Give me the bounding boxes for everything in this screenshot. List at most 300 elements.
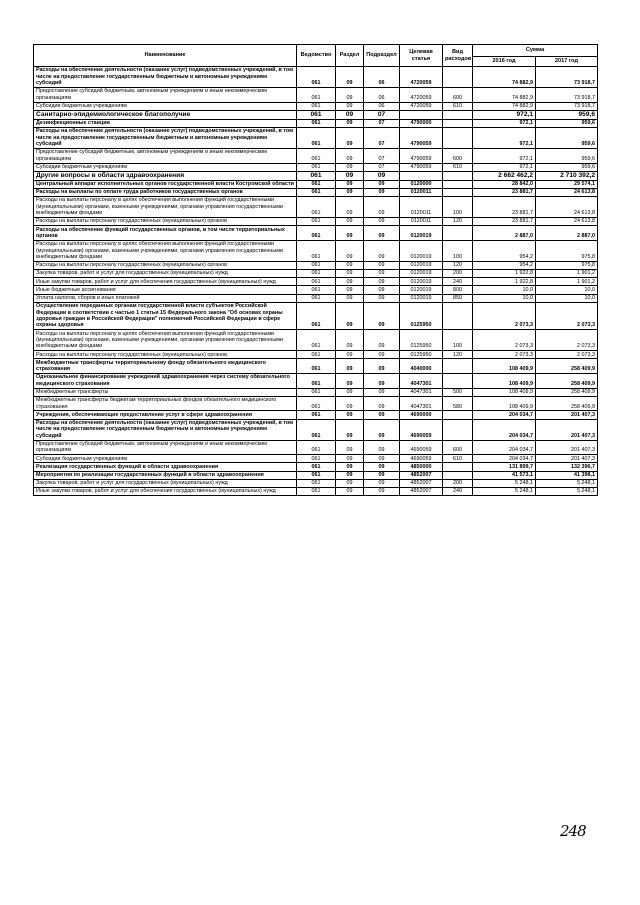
- cell-subsection: 09: [364, 270, 400, 278]
- cell-subsection: 09: [364, 171, 400, 180]
- cell-dept: 061: [297, 278, 336, 286]
- cell-section: 09: [336, 110, 364, 119]
- cell-expense-type: 120: [443, 218, 473, 226]
- cell-expense-type: 800: [443, 286, 473, 294]
- table-row: [34, 396, 598, 411]
- cell-section: 09: [336, 374, 364, 389]
- cell-2017: 24 613,8: [536, 197, 598, 218]
- cell-name: Расходы на выплаты персоналу государственных (муниципальных) органов: [34, 218, 297, 226]
- cell-name: Санитарно-эпидемиологическое благополучие: [34, 110, 297, 119]
- cell-name: Расходы на выплаты персоналу государственных (муниципальных) органов: [34, 351, 297, 359]
- cell-subsection: 09: [364, 374, 400, 389]
- table-row: [34, 218, 598, 226]
- col-header-subsection: Подраздел: [364, 45, 400, 67]
- cell-2017: 2 710 392,2: [536, 171, 598, 180]
- cell-expense-type: 600: [443, 440, 473, 455]
- cell-article: 0120019: [400, 261, 443, 269]
- table-row: [34, 163, 598, 171]
- cell-dept: 061: [297, 67, 336, 88]
- cell-article: 4690000: [400, 411, 443, 419]
- cell-article: 0120019: [400, 294, 443, 302]
- cell-section: 09: [336, 180, 364, 188]
- cell-section: 09: [336, 455, 364, 463]
- cell-article: 0125950: [400, 302, 443, 329]
- cell-2017: 29 574,1: [536, 180, 598, 188]
- cell-dept: 061: [297, 180, 336, 188]
- cell-2017: 258 409,9: [536, 374, 598, 389]
- cell-section: 09: [336, 88, 364, 103]
- col-header-2016: 2016 год: [473, 57, 536, 67]
- cell-article: 4790059: [400, 127, 443, 148]
- cell-dept: 061: [297, 419, 336, 440]
- cell-section: 09: [336, 487, 364, 495]
- cell-section: 09: [336, 270, 364, 278]
- cell-2016: 2 887,0: [473, 226, 536, 241]
- table-row: [34, 440, 598, 455]
- table-row: [34, 171, 598, 180]
- table-row: [34, 286, 598, 294]
- cell-name: Предоставление субсидий бюджетным, автономным учреждениям и иным некоммерческим организациям: [34, 148, 297, 163]
- cell-subsection: 09: [364, 351, 400, 359]
- cell-subsection: 09: [364, 294, 400, 302]
- cell-subsection: 09: [364, 396, 400, 411]
- cell-section: 09: [336, 359, 364, 374]
- cell-subsection: 07: [364, 127, 400, 148]
- cell-dept: 061: [297, 163, 336, 171]
- cell-2017: 2 887,0: [536, 226, 598, 241]
- cell-subsection: 06: [364, 67, 400, 88]
- cell-dept: 061: [297, 374, 336, 389]
- cell-article: 4040000: [400, 359, 443, 374]
- cell-2016: 972,1: [473, 119, 536, 127]
- cell-subsection: 09: [364, 440, 400, 455]
- cell-dept: 061: [297, 479, 336, 487]
- cell-2017: 2 073,3: [536, 351, 598, 359]
- cell-subsection: 09: [364, 463, 400, 471]
- cell-name: Осуществление переданных органам государственной власти субъектов Российской Федерации в соответствии с частью 1 статьи 15 Федерального закона "Об основах охраны здоровья граждан в Российской Федерации" полномочий Российской Федерации в сфере охраны здоровья: [34, 302, 297, 329]
- cell-article: 4047301: [400, 374, 443, 389]
- cell-section: 09: [336, 218, 364, 226]
- cell-subsection: 09: [364, 302, 400, 329]
- table-row: [34, 197, 598, 218]
- table-row: [34, 479, 598, 487]
- cell-article: 0120000: [400, 180, 443, 188]
- cell-expense-type: 240: [443, 487, 473, 495]
- cell-subsection: 09: [364, 487, 400, 495]
- cell-2016: 74 882,9: [473, 102, 536, 110]
- cell-2016: 131 899,7: [473, 463, 536, 471]
- cell-dept: 061: [297, 286, 336, 294]
- table-row: [34, 110, 598, 119]
- cell-2016: 5 248,1: [473, 487, 536, 495]
- cell-section: 09: [336, 419, 364, 440]
- cell-2017: 959,6: [536, 148, 598, 163]
- cell-article: 4690059: [400, 440, 443, 455]
- cell-dept: 061: [297, 411, 336, 419]
- cell-name: Другие вопросы в области здравоохранения: [34, 171, 297, 180]
- cell-2017: 2 073,3: [536, 302, 598, 329]
- cell-section: 09: [336, 119, 364, 127]
- cell-2017: 10,0: [536, 294, 598, 302]
- cell-name: Центральный аппарат исполнительных органов государственной власти Костромской области: [34, 180, 297, 188]
- cell-name: Субсидии бюджетным учреждениям: [34, 455, 297, 463]
- cell-2017: 975,8: [536, 240, 598, 261]
- budget-sheet: [33, 44, 597, 496]
- cell-expense-type: [443, 359, 473, 374]
- table-row: [34, 294, 598, 302]
- col-header-2017: 2017 год: [536, 57, 598, 67]
- cell-article: 4850000: [400, 463, 443, 471]
- table-row: [34, 463, 598, 471]
- cell-expense-type: 500: [443, 388, 473, 396]
- cell-name: Расходы на выплаты персоналу в целях обеспечения выполнения функций государственными (муниципальными) органами, казенными учреждениями, органами управления государственными внебюджетными фондами: [34, 240, 297, 261]
- cell-expense-type: [443, 419, 473, 440]
- cell-dept: 061: [297, 171, 336, 180]
- cell-2016: 5 248,1: [473, 479, 536, 487]
- budget-table: [33, 44, 598, 496]
- table-row: [34, 226, 598, 241]
- cell-article: 0125950: [400, 330, 443, 351]
- cell-name: Мероприятия по реализации государственных функций в области здравоохранения: [34, 471, 297, 479]
- cell-2017: 258 409,9: [536, 396, 598, 411]
- cell-2016: 972,1: [473, 110, 536, 119]
- cell-article: 4852007: [400, 471, 443, 479]
- cell-name: Реализация государственных функций в области здравоохранения: [34, 463, 297, 471]
- cell-article: 4047301: [400, 388, 443, 396]
- cell-dept: 061: [297, 188, 336, 196]
- cell-name: Иные бюджетные ассигнования: [34, 286, 297, 294]
- cell-article: 0120011: [400, 188, 443, 196]
- page-number: 248: [560, 822, 586, 840]
- cell-2017: 24 613,8: [536, 218, 598, 226]
- cell-2017: 73 918,7: [536, 102, 598, 110]
- cell-section: 09: [336, 294, 364, 302]
- table-row: [34, 188, 598, 196]
- cell-article: 4047301: [400, 396, 443, 411]
- cell-dept: 061: [297, 330, 336, 351]
- cell-subsection: 07: [364, 163, 400, 171]
- cell-section: 09: [336, 440, 364, 455]
- cell-subsection: 07: [364, 119, 400, 127]
- cell-article: 0120019: [400, 286, 443, 294]
- cell-dept: 061: [297, 351, 336, 359]
- cell-name: Расходы на выплаты персоналу в целях обеспечения выполнения функций государственными (муниципальными) органами, казенными учреждениями, органами управления государственными внебюджетными фондами: [34, 330, 297, 351]
- cell-subsection: 09: [364, 479, 400, 487]
- cell-section: 09: [336, 163, 364, 171]
- cell-section: 09: [336, 330, 364, 351]
- cell-expense-type: 120: [443, 351, 473, 359]
- cell-article: 0120019: [400, 270, 443, 278]
- cell-section: 09: [336, 171, 364, 180]
- cell-section: 09: [336, 127, 364, 148]
- cell-section: 09: [336, 226, 364, 241]
- cell-dept: 061: [297, 148, 336, 163]
- cell-article: 4852007: [400, 479, 443, 487]
- cell-article: 4720059: [400, 67, 443, 88]
- cell-2016: 108 409,9: [473, 396, 536, 411]
- cell-dept: 061: [297, 226, 336, 241]
- cell-section: 09: [336, 197, 364, 218]
- table-row: [34, 302, 598, 329]
- cell-2017: 201 407,3: [536, 440, 598, 455]
- cell-name: Субсидии бюджетным учреждениям: [34, 163, 297, 171]
- cell-expense-type: 200: [443, 479, 473, 487]
- cell-subsection: 09: [364, 455, 400, 463]
- cell-expense-type: [443, 127, 473, 148]
- cell-2016: 74 882,9: [473, 88, 536, 103]
- table-row: [34, 278, 598, 286]
- cell-2016: 1 922,8: [473, 270, 536, 278]
- cell-expense-type: [443, 471, 473, 479]
- cell-name: Межбюджетные трансферты бюджетам территориальных фондов обязательного медицинского страхования: [34, 396, 297, 411]
- cell-section: 09: [336, 411, 364, 419]
- cell-2017: 10,0: [536, 286, 598, 294]
- cell-section: 09: [336, 479, 364, 487]
- cell-section: 09: [336, 302, 364, 329]
- cell-2017: 1 901,2: [536, 278, 598, 286]
- cell-expense-type: [443, 226, 473, 241]
- cell-name: Учреждения, обеспечивающие предоставление услуг в сфере здравоохранения: [34, 411, 297, 419]
- cell-expense-type: 580: [443, 396, 473, 411]
- table-row: [34, 261, 598, 269]
- cell-article: 4690059: [400, 419, 443, 440]
- col-header-sum: Сумма: [473, 45, 598, 57]
- cell-2017: 959,6: [536, 119, 598, 127]
- cell-dept: 061: [297, 294, 336, 302]
- col-header-name: Наименование: [34, 45, 297, 67]
- cell-name: Межбюджетные трансферты территориальному фонду обязательного медицинского страхования: [34, 359, 297, 374]
- cell-expense-type: [443, 463, 473, 471]
- table-row: [34, 127, 598, 148]
- cell-2016: 972,1: [473, 127, 536, 148]
- cell-article: 0120019: [400, 278, 443, 286]
- cell-2016: 23 881,7: [473, 218, 536, 226]
- cell-dept: 061: [297, 240, 336, 261]
- cell-2017: 5 248,1: [536, 479, 598, 487]
- table-row: [34, 180, 598, 188]
- cell-expense-type: 610: [443, 102, 473, 110]
- cell-expense-type: [443, 119, 473, 127]
- cell-article: 4790000: [400, 119, 443, 127]
- cell-expense-type: [443, 110, 473, 119]
- cell-2017: 201 407,3: [536, 411, 598, 419]
- cell-dept: 061: [297, 302, 336, 329]
- cell-section: 09: [336, 388, 364, 396]
- cell-section: 09: [336, 240, 364, 261]
- cell-name: Одноканальное финансирование учреждений здравоохранения через систему обязательного медицинского страхования: [34, 374, 297, 389]
- table-row: [34, 67, 598, 88]
- cell-expense-type: 200: [443, 270, 473, 278]
- cell-expense-type: [443, 67, 473, 88]
- cell-2016: 954,2: [473, 261, 536, 269]
- cell-dept: 061: [297, 110, 336, 119]
- cell-section: 09: [336, 148, 364, 163]
- cell-dept: 061: [297, 261, 336, 269]
- cell-2017: 959,6: [536, 127, 598, 148]
- cell-subsection: 07: [364, 148, 400, 163]
- cell-2016: 1 922,8: [473, 278, 536, 286]
- cell-expense-type: [443, 180, 473, 188]
- cell-dept: 061: [297, 102, 336, 110]
- cell-2017: 24 613,8: [536, 188, 598, 196]
- cell-expense-type: [443, 411, 473, 419]
- cell-name: Расходы на выплаты персоналу государственных (муниципальных) органов: [34, 261, 297, 269]
- col-header-article: Целевая статья: [400, 45, 443, 67]
- cell-expense-type: 610: [443, 163, 473, 171]
- cell-subsection: 09: [364, 359, 400, 374]
- cell-name: Расходы на выплаты персоналу в целях обеспечения выполнения функций государственными (муниципальными) органами, казенными учреждениями, органами управления государственными внебюджетными фондами: [34, 197, 297, 218]
- cell-2016: 108 409,9: [473, 388, 536, 396]
- cell-article: [400, 110, 443, 119]
- cell-section: 09: [336, 463, 364, 471]
- cell-2017: 975,8: [536, 261, 598, 269]
- cell-2016: 28 842,0: [473, 180, 536, 188]
- cell-name: Расходы на обеспечение функций государственных органов, в том числе территориальных органов: [34, 226, 297, 241]
- cell-2016: 23 881,7: [473, 188, 536, 196]
- cell-2017: 1 901,2: [536, 270, 598, 278]
- cell-subsection: 09: [364, 261, 400, 269]
- cell-2016: 10,0: [473, 294, 536, 302]
- table-row: [34, 240, 598, 261]
- cell-section: 09: [336, 67, 364, 88]
- cell-dept: 061: [297, 88, 336, 103]
- cell-2017: 201 407,3: [536, 419, 598, 440]
- cell-expense-type: 100: [443, 197, 473, 218]
- cell-expense-type: 100: [443, 330, 473, 351]
- cell-2016: 954,2: [473, 240, 536, 261]
- cell-2017: 959,6: [536, 163, 598, 171]
- cell-article: 4790059: [400, 148, 443, 163]
- cell-subsection: 06: [364, 88, 400, 103]
- cell-subsection: 09: [364, 286, 400, 294]
- cell-name: Закупка товаров, работ и услуг для государственных (муниципальных) нужд: [34, 270, 297, 278]
- table-row: [34, 330, 598, 351]
- col-header-dept: Ведомство: [297, 45, 336, 67]
- cell-2016: 23 881,7: [473, 197, 536, 218]
- cell-subsection: 09: [364, 278, 400, 286]
- cell-article: 0120019: [400, 240, 443, 261]
- cell-2016: 2 662 462,2: [473, 171, 536, 180]
- cell-subsection: 09: [364, 197, 400, 218]
- table-row: [34, 270, 598, 278]
- cell-expense-type: [443, 188, 473, 196]
- table-row: [34, 411, 598, 419]
- table-row: [34, 351, 598, 359]
- cell-article: 0120011: [400, 197, 443, 218]
- cell-dept: 061: [297, 463, 336, 471]
- cell-2016: 108 409,9: [473, 359, 536, 374]
- cell-dept: 061: [297, 127, 336, 148]
- cell-2017: 258 409,9: [536, 359, 598, 374]
- cell-expense-type: 100: [443, 240, 473, 261]
- cell-subsection: 09: [364, 330, 400, 351]
- table-row: [34, 102, 598, 110]
- cell-name: Расходы на выплаты по оплате труда работников государственных органов: [34, 188, 297, 196]
- cell-dept: 061: [297, 396, 336, 411]
- cell-name: Закупка товаров, работ и услуг для государственных (муниципальных) нужд: [34, 479, 297, 487]
- cell-2016: 2 073,3: [473, 351, 536, 359]
- cell-dept: 061: [297, 487, 336, 495]
- cell-2017: 73 918,7: [536, 88, 598, 103]
- cell-2017: 2 073,3: [536, 330, 598, 351]
- cell-2016: 2 073,3: [473, 330, 536, 351]
- cell-article: 4690059: [400, 455, 443, 463]
- cell-2017: 959,6: [536, 110, 598, 119]
- cell-2016: 204 034,7: [473, 419, 536, 440]
- table-row: [34, 487, 598, 495]
- cell-2016: 204 034,7: [473, 440, 536, 455]
- cell-name: Расходы на обеспечение деятельности (оказание услуг) подведомственных учреждений, в том числе на предоставление государственным бюджетным и автономным учреждениям субсидий: [34, 127, 297, 148]
- cell-2016: 41 573,1: [473, 471, 536, 479]
- cell-subsection: 09: [364, 188, 400, 196]
- table-row: [34, 388, 598, 396]
- cell-name: Иные закупки товаров, работ и услуг для обеспечения государственных (муниципальных) нужд: [34, 487, 297, 495]
- cell-name: Иные закупки товаров, работ и услуг для обеспечения государственных (муниципальных) нужд: [34, 278, 297, 286]
- table-body: [34, 67, 598, 496]
- cell-dept: 061: [297, 119, 336, 127]
- cell-subsection: 09: [364, 419, 400, 440]
- cell-expense-type: 120: [443, 261, 473, 269]
- cell-name: Предоставление субсидий бюджетным, автономным учреждениям и иным некоммерческим организациям: [34, 88, 297, 103]
- cell-2017: 73 918,7: [536, 67, 598, 88]
- cell-dept: 061: [297, 359, 336, 374]
- cell-article: 0120011: [400, 218, 443, 226]
- cell-article: 4790059: [400, 163, 443, 171]
- cell-expense-type: 850: [443, 294, 473, 302]
- cell-name: Расходы на обеспечение деятельности (оказание услуг) подведомственных учреждений, в том числе на предоставление государственным бюджетным и автономным учреждениям субсидий: [34, 419, 297, 440]
- cell-name: Межбюджетные трансферты: [34, 388, 297, 396]
- table-row: [34, 374, 598, 389]
- cell-dept: 061: [297, 471, 336, 479]
- cell-expense-type: [443, 374, 473, 389]
- cell-expense-type: [443, 171, 473, 180]
- cell-2016: 204 034,7: [473, 411, 536, 419]
- cell-2017: 5 248,1: [536, 487, 598, 495]
- cell-article: 0120019: [400, 226, 443, 241]
- cell-dept: 061: [297, 218, 336, 226]
- cell-section: 09: [336, 286, 364, 294]
- cell-section: 09: [336, 351, 364, 359]
- cell-subsection: 07: [364, 110, 400, 119]
- cell-2016: 972,1: [473, 163, 536, 171]
- cell-article: 4852007: [400, 487, 443, 495]
- table-row: [34, 471, 598, 479]
- table-row: [34, 419, 598, 440]
- cell-section: 09: [336, 188, 364, 196]
- cell-2016: 972,1: [473, 148, 536, 163]
- cell-dept: 061: [297, 440, 336, 455]
- table-row: [34, 119, 598, 127]
- cell-dept: 061: [297, 388, 336, 396]
- cell-2017: 201 407,3: [536, 455, 598, 463]
- cell-subsection: 09: [364, 471, 400, 479]
- table-row: [34, 148, 598, 163]
- cell-section: 09: [336, 471, 364, 479]
- cell-section: 09: [336, 278, 364, 286]
- cell-name: Предоставление субсидий бюджетным, автономным учреждениям и иным некоммерческим организациям: [34, 440, 297, 455]
- cell-section: 09: [336, 261, 364, 269]
- cell-article: 4720059: [400, 88, 443, 103]
- cell-subsection: 09: [364, 388, 400, 396]
- cell-section: 09: [336, 396, 364, 411]
- cell-dept: 061: [297, 197, 336, 218]
- col-header-expense-type: Вид расходов: [443, 45, 473, 67]
- cell-2016: 204 034,7: [473, 455, 536, 463]
- cell-2016: 10,0: [473, 286, 536, 294]
- cell-2016: 108 409,9: [473, 374, 536, 389]
- cell-article: 4720059: [400, 102, 443, 110]
- table-row: [34, 455, 598, 463]
